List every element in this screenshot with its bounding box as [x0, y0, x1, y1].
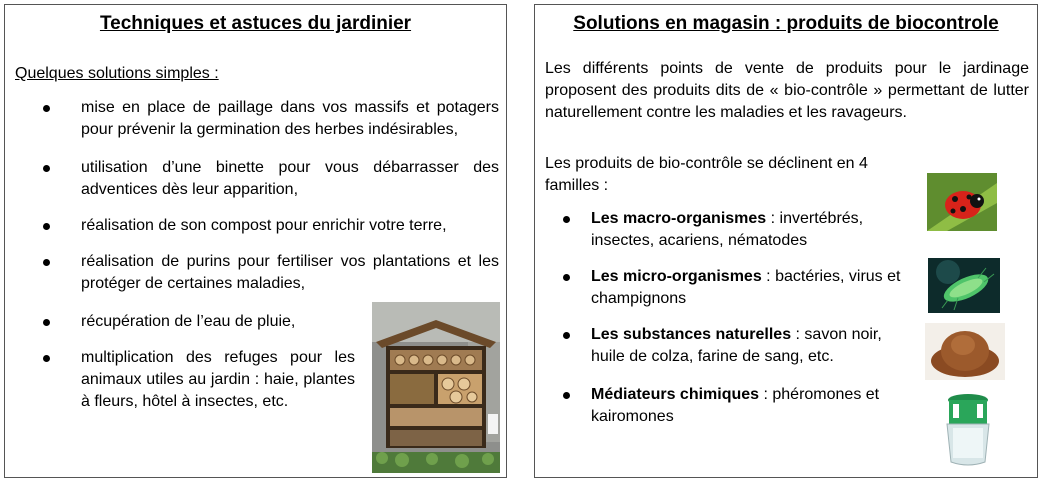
- bullet-icon: [43, 259, 50, 266]
- list-item: récupération de l’eau de pluie,: [81, 311, 361, 333]
- ladybug-icon: [927, 173, 997, 231]
- bullet-icon: [43, 105, 50, 112]
- right-panel: [534, 4, 1038, 478]
- left-subtitle: Quelques solutions simples :: [15, 65, 219, 82]
- list-item: réalisation de purins pour fertiliser vos plantations et les protéger de certaines maladies,: [81, 251, 499, 295]
- powder-image: [925, 323, 1005, 380]
- bullet-icon: [563, 332, 570, 339]
- pheromone-trap-image: [939, 390, 997, 468]
- list-item: mise en place de paillage dans vos massifs et potagers pour prévenir la germination des herbes indésirables,: [81, 97, 499, 141]
- families-intro: Les produits de bio-contrôle se déclinent en 4 familles :: [545, 155, 868, 194]
- bullet-icon: [43, 319, 50, 326]
- list-item: Médiateurs chimiques : phéromones et kairomones: [591, 384, 911, 428]
- ladybug-image: [927, 173, 997, 231]
- right-panel-title: Solutions en magasin : produits de biocontrole: [573, 13, 999, 34]
- bullet-icon: [563, 216, 570, 223]
- biocontrol-intro: Les différents points de vente de produits pour le jardinage proposent des produits dits de « bio-contrôle » permettant de lutter naturellement contre les maladies et les ravageurs.: [545, 60, 1029, 121]
- bacteria-icon: [928, 258, 1000, 313]
- powder-icon: [925, 323, 1005, 380]
- bullet-icon: [43, 355, 50, 362]
- insect-hotel-icon: [372, 302, 500, 473]
- insect-hotel-image: [372, 302, 500, 473]
- list-item: multiplication des refuges pour les animaux utiles au jardin : haie, plantes à fleurs, hôtel à insectes, etc.: [81, 347, 355, 413]
- left-panel: [4, 4, 507, 478]
- list-item: Les substances naturelles : savon noir, huile de colza, farine de sang, etc.: [591, 324, 911, 368]
- list-item: réalisation de son compost pour enrichir votre terre,: [81, 215, 499, 237]
- bullet-icon: [43, 165, 50, 172]
- bullet-icon: [563, 392, 570, 399]
- left-panel-title: Techniques et astuces du jardinier: [99, 13, 412, 34]
- trap-icon: [939, 390, 997, 468]
- list-item: Les micro-organismes : bactéries, virus et champignons: [591, 266, 911, 310]
- list-item: utilisation d’une binette pour vous débarrasser des adventices dès leur apparition,: [81, 157, 499, 201]
- bullet-icon: [563, 274, 570, 281]
- bacteria-image: [928, 258, 1000, 313]
- bullet-icon: [43, 223, 50, 230]
- list-item: Les macro-organismes : invertébrés, insectes, acariens, nématodes: [591, 208, 911, 252]
